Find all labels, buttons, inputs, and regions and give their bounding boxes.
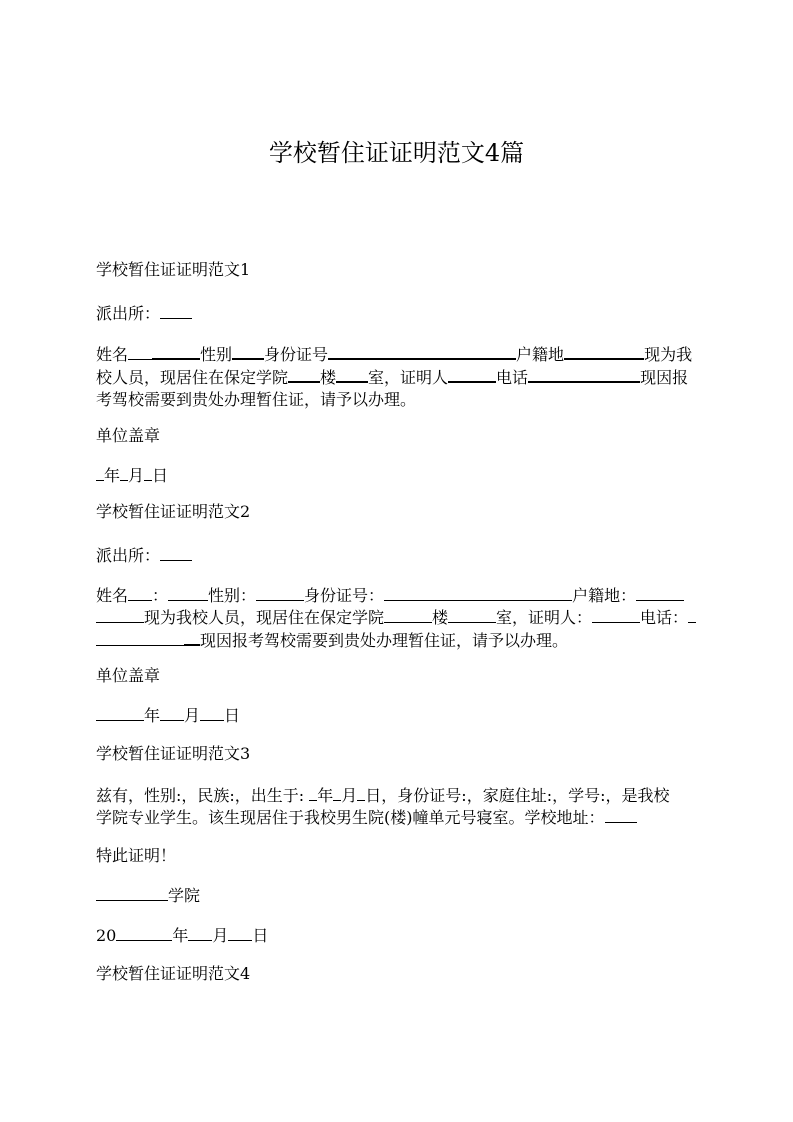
blank-line xyxy=(96,885,168,901)
blank-line xyxy=(160,705,184,721)
blank-line xyxy=(96,465,104,481)
blank-line xyxy=(128,344,152,360)
section-1-body-line-1: 姓名 性别 身份证号 户籍地 现为我 xyxy=(96,345,693,364)
police-label: 派出所： xyxy=(96,546,161,565)
section-3-body-line-1: 兹有，性别:，民族:，出生于: 年 月 日，身份证号:，家庭住址:，学号:，是我校 xyxy=(96,786,670,805)
section-2-police-line xyxy=(96,545,701,567)
blank-line xyxy=(636,585,684,601)
blank-line xyxy=(144,465,152,481)
blank-line xyxy=(564,343,644,360)
blank-line xyxy=(605,807,637,823)
blank-line xyxy=(96,705,144,721)
blank-line xyxy=(168,585,208,601)
blank-line xyxy=(188,925,212,941)
section-3-heading: 学校暂住证证明范文3 xyxy=(96,744,251,763)
blank-line xyxy=(592,607,640,623)
blank-line xyxy=(448,607,496,623)
blank-line xyxy=(528,366,640,383)
section-2-body-line-1: 姓名 ： 性别： 身份证号： 户籍地： xyxy=(96,585,701,607)
section-1-body xyxy=(96,343,701,411)
section-1-heading: 学校暂住证证明范文1 xyxy=(96,260,251,279)
section-2-heading: 学校暂住证证明范文2 xyxy=(96,502,251,521)
section-2-seal: 单位盖章 xyxy=(96,666,161,685)
section-1-police-line xyxy=(96,303,701,325)
section-3-date: 20 年 月 日 xyxy=(96,926,269,945)
blank-line xyxy=(336,366,368,383)
blank-line xyxy=(688,607,696,623)
blank-line xyxy=(448,366,496,383)
section-3-college: 学院 xyxy=(96,885,701,907)
blank-line xyxy=(384,607,432,623)
blank-line xyxy=(120,465,128,481)
document-title: 学校暂住证证明范文4篇 xyxy=(268,139,525,167)
section-3-body xyxy=(96,785,701,829)
section-1-date: 年 月 日 xyxy=(96,465,701,487)
blank-line xyxy=(160,303,192,319)
section-3-closing: 特此证明！ xyxy=(96,846,177,865)
section-1-seal: 单位盖章 xyxy=(96,426,161,445)
section-4-heading: 学校暂住证证明范文4 xyxy=(96,964,251,983)
blank-line xyxy=(228,925,252,941)
blank-line xyxy=(200,705,224,721)
blank-line xyxy=(288,366,320,383)
section-2-date: 年 月 日 xyxy=(96,705,701,727)
section-2-body-line-3: 现因报考驾校需要到贵处办理暂住证，请予以办理。 xyxy=(96,629,701,652)
blank-line xyxy=(96,630,184,646)
section-3-body-line-2: 学院专业学生。该生现居住于我校男生院(楼)幢单元号寝室。学校地址： xyxy=(96,807,701,829)
section-1-body-line-3: 考驾校需要到贵处办理暂住证，请予以办理。 xyxy=(96,390,417,409)
blank-line xyxy=(384,585,572,601)
blank-line xyxy=(184,629,200,646)
blank-line xyxy=(96,607,144,623)
section-2-body-line-2: 现为我校人员，现居住在保定学院 楼 室，证明人： 电话： xyxy=(96,607,701,629)
blank-line xyxy=(116,925,172,941)
police-label: 派出所： xyxy=(96,304,161,323)
blank-line xyxy=(328,343,516,360)
blank-line xyxy=(152,343,200,360)
section-2-body xyxy=(96,585,701,652)
blank-line xyxy=(232,343,264,360)
section-1-body-line-2: 校人员，现居住在保定学院 楼 室，证明人 电话 现因报 xyxy=(96,368,689,387)
blank-line xyxy=(256,585,304,601)
blank-line xyxy=(128,585,152,601)
blank-line xyxy=(160,545,192,561)
